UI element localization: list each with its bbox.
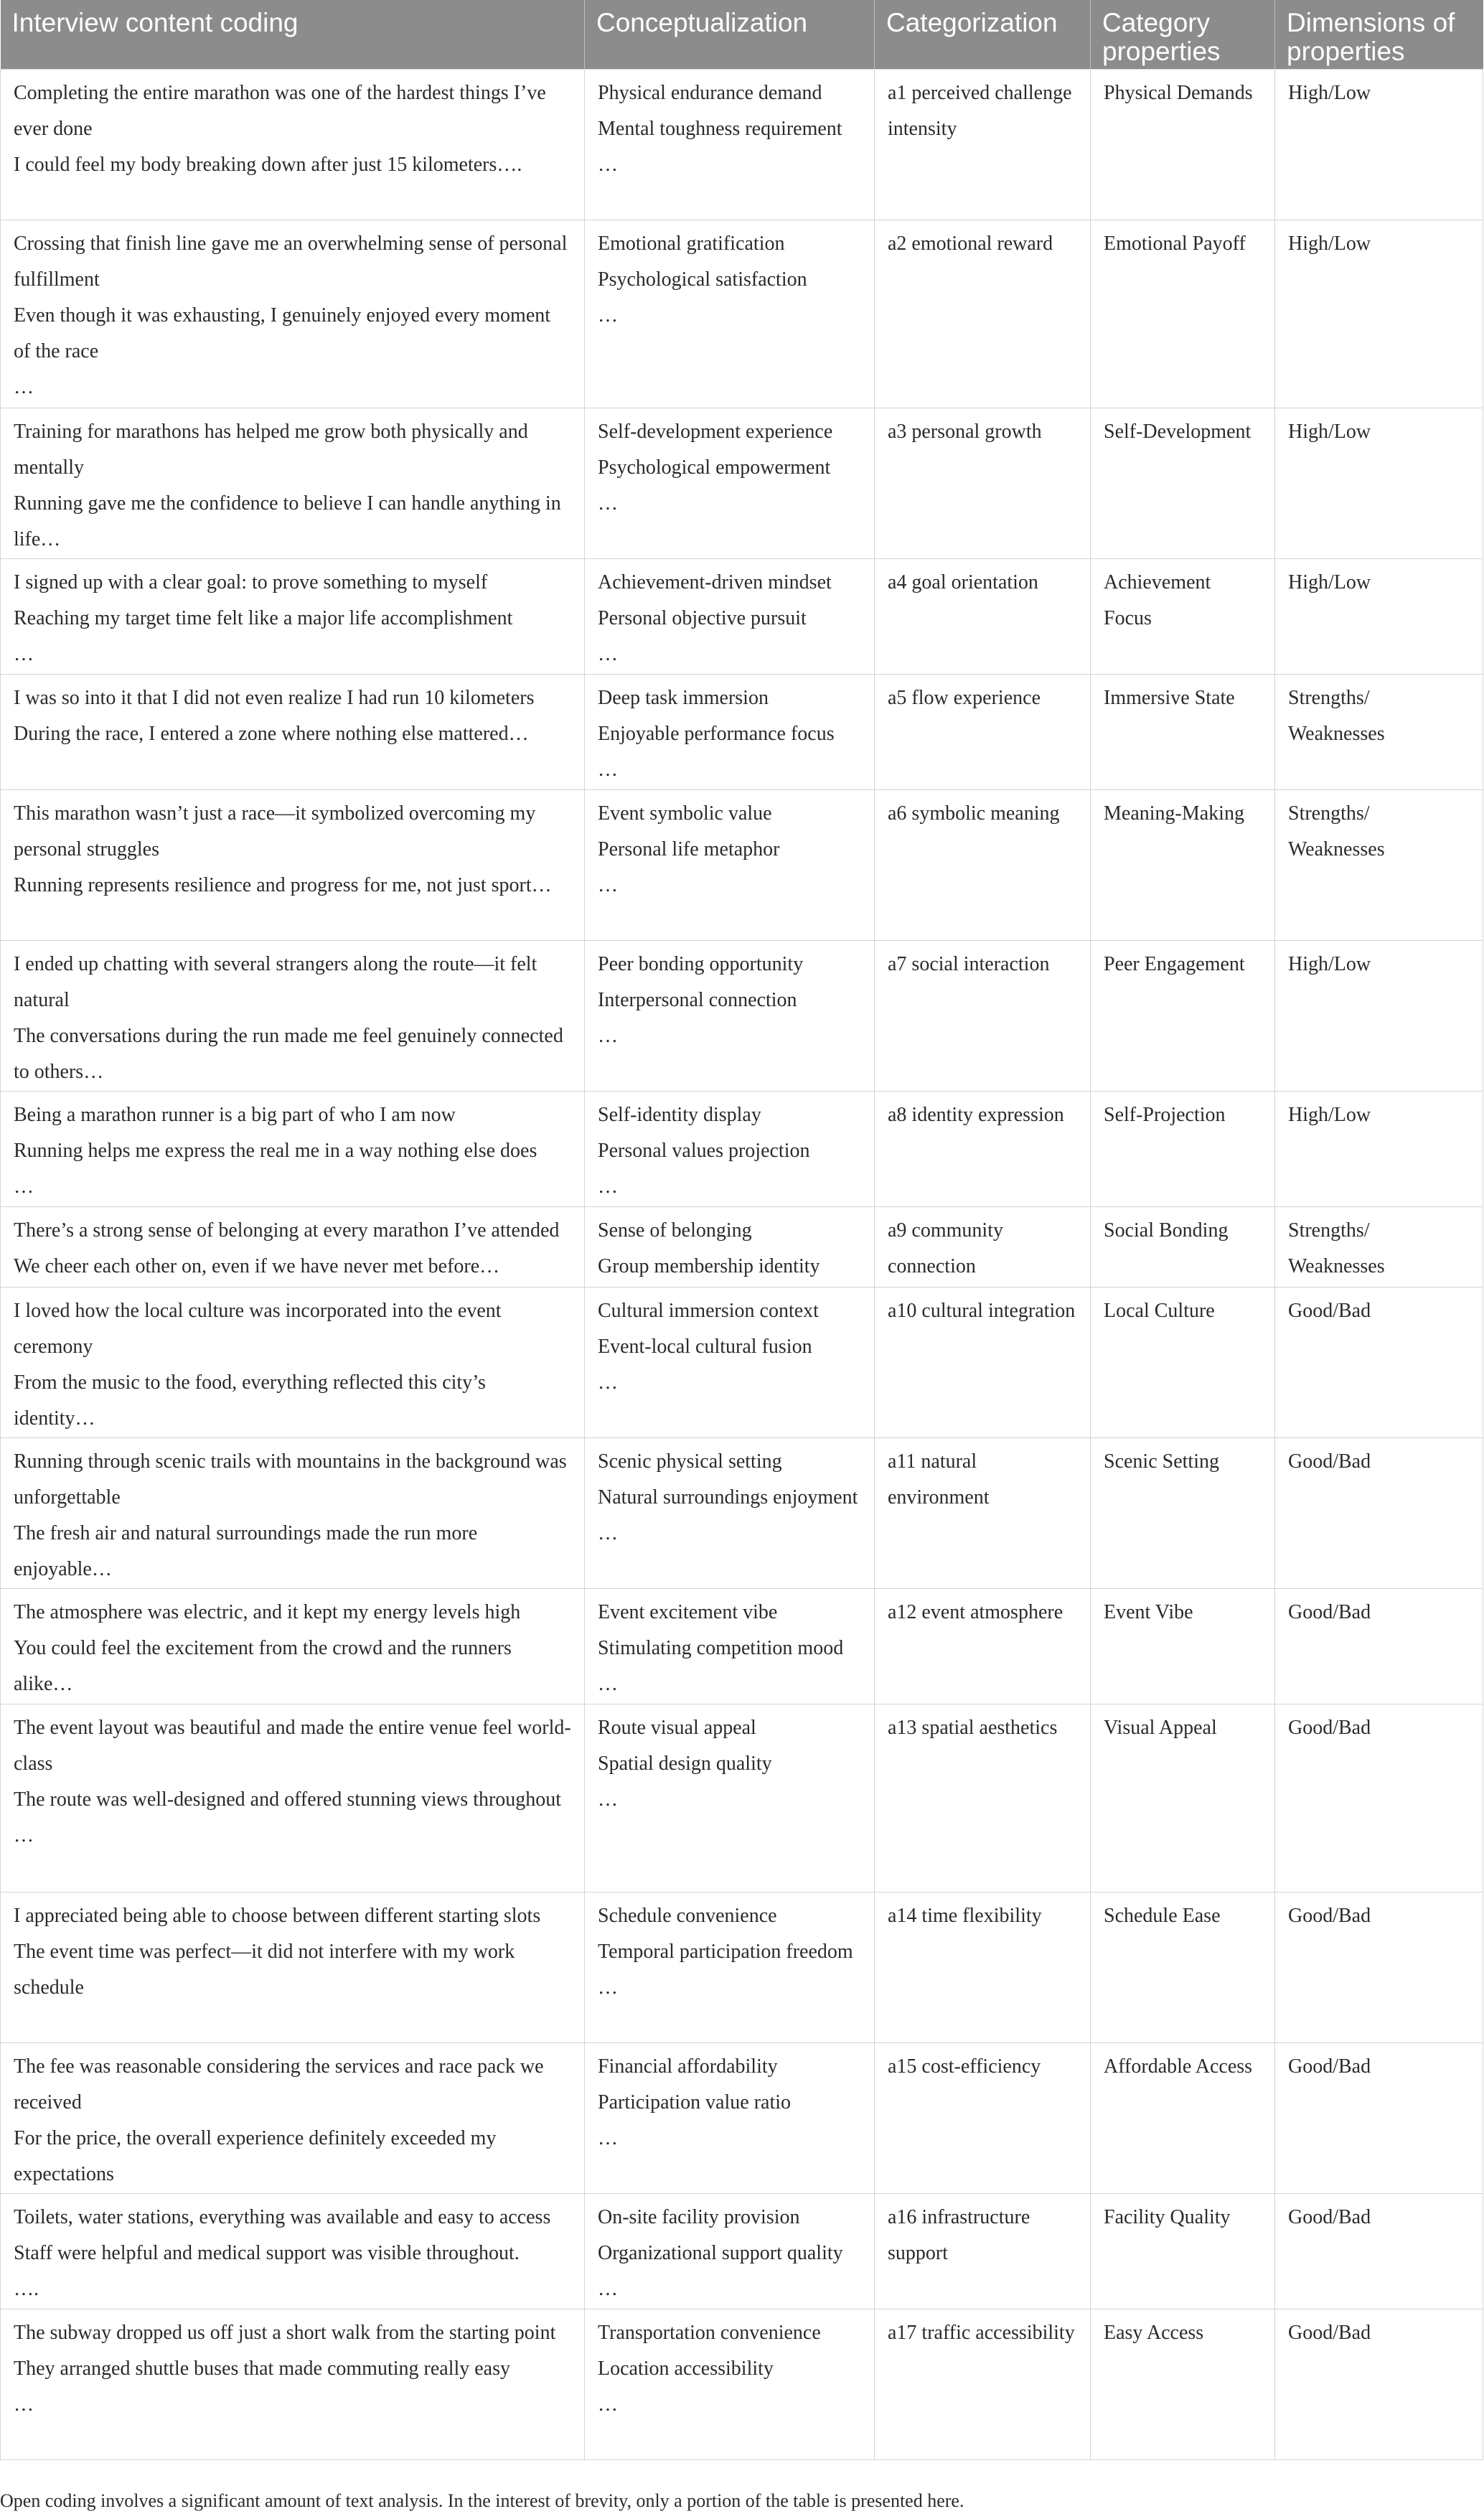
- interview-coding-cell-line: I appreciated being able to choose between different starting slots: [14, 1905, 541, 1927]
- conceptualization-cell-line: Self-identity display: [598, 1104, 761, 1126]
- interview-coding-cell: [1, 1287, 585, 1438]
- conceptualization-cell-line: Group membership identity: [598, 1255, 820, 1277]
- table-row: [1, 941, 1483, 1092]
- table-row: [1, 1589, 1483, 1704]
- table-row: [1, 408, 1483, 559]
- conceptualization-cell-line: …: [598, 2127, 618, 2149]
- conceptualization-cell-line: Mental toughness requirement: [598, 118, 842, 140]
- category-property-cell: Visual Appeal: [1091, 1704, 1275, 1892]
- categorization-cell: a13 spatial aesthetics: [875, 1704, 1091, 1892]
- conceptualization-cell: [585, 1092, 875, 1207]
- interview-coding-cell-line: I loved how the local culture was incorporated into the event ceremony: [14, 1300, 502, 1358]
- categorization-cell: a10 cultural integration: [875, 1287, 1091, 1438]
- category-property-cell: Event Vibe: [1091, 1589, 1275, 1704]
- conceptualization-cell-line: …: [598, 1371, 618, 1394]
- interview-coding-cell-line: I could feel my body breaking down after just 15 kilometers….: [14, 154, 522, 176]
- conceptualization-cell: [585, 559, 875, 675]
- conceptualization-cell-line: Stimulating competition mood: [598, 1637, 844, 1659]
- conceptualization-cell-line: Participation value ratio: [598, 2091, 792, 2114]
- categorization-cell: a11 natural environment: [875, 1438, 1091, 1589]
- category-property-cell: Meaning-Making: [1091, 790, 1275, 941]
- interview-coding-cell-line: Running helps me express the real me in a way nothing else does: [14, 1140, 537, 1162]
- conceptualization-cell: [585, 2194, 875, 2309]
- conceptualization-cell-line: Sense of belonging: [598, 1219, 752, 1242]
- conceptualization-cell-line: Personal objective pursuit: [598, 607, 807, 629]
- header-row: [1, 0, 1483, 70]
- category-property-cell: Scenic Setting: [1091, 1438, 1275, 1589]
- dimension-cell: High/Low: [1275, 408, 1483, 559]
- table-footnote: Open coding involves a significant amount of text analysis. In the interest of brevity, only a portion of the table is presented here.: [0, 2490, 964, 2511]
- interview-coding-cell: [1, 675, 585, 790]
- interview-coding-cell-line: …: [14, 643, 34, 665]
- conceptualization-cell: [585, 1704, 875, 1892]
- category-property-cell: Achievement Focus: [1091, 559, 1275, 675]
- interview-coding-cell-line: Crossing that finish line gave me an overwhelming sense of personal fulfillment: [14, 233, 568, 291]
- conceptualization-cell-line: Event symbolic value: [598, 802, 772, 825]
- conceptualization-cell: [585, 1287, 875, 1438]
- header-conceptualization: Conceptualization: [585, 0, 875, 70]
- dimension-cell: Good/Bad: [1275, 1287, 1483, 1438]
- dimension-cell: Good/Bad: [1275, 2043, 1483, 2194]
- interview-coding-cell: [1, 559, 585, 675]
- interview-coding-cell-line: I ended up chatting with several strangers along the route—it felt natural: [14, 953, 537, 1011]
- dimension-cell: Good/Bad: [1275, 2309, 1483, 2460]
- conceptualization-cell-line: Interpersonal connection: [598, 989, 797, 1011]
- conceptualization-cell: [585, 1589, 875, 1704]
- interview-coding-cell-line: Training for marathons has helped me grow both physically and mentally: [14, 421, 528, 479]
- interview-coding-cell-line: You could feel the excitement from the crowd and the runners alike…: [14, 1637, 512, 1695]
- conceptualization-cell-line: Peer bonding opportunity: [598, 953, 804, 975]
- dimension-cell: Strengths/ Weaknesses: [1275, 1207, 1483, 1287]
- interview-coding-cell-line: Running through scenic trails with mountains in the background was unforgettable: [14, 1450, 567, 1509]
- conceptualization-cell-line: …: [598, 643, 618, 665]
- conceptualization-cell: [585, 790, 875, 941]
- table-row: [1, 2194, 1483, 2309]
- conceptualization-cell: [585, 1438, 875, 1589]
- conceptualization-cell-line: …: [598, 304, 618, 327]
- header-dimensions-of-properties: Dimensions of properties: [1275, 0, 1483, 70]
- dimension-cell: High/Low: [1275, 220, 1483, 408]
- category-property-cell: Social Bonding: [1091, 1207, 1275, 1287]
- table-body: [1, 70, 1483, 2460]
- category-property-cell: Immersive State: [1091, 675, 1275, 790]
- conceptualization-cell-line: Physical endurance demand: [598, 82, 822, 104]
- interview-coding-cell-line: ….: [14, 2278, 39, 2300]
- dimension-cell: Good/Bad: [1275, 1704, 1483, 1892]
- interview-coding-cell: [1, 1438, 585, 1589]
- table-row: [1, 559, 1483, 675]
- interview-coding-cell-line: The conversations during the run made me feel genuinely connected to others…: [14, 1025, 563, 1083]
- conceptualization-cell: [585, 1207, 875, 1287]
- conceptualization-cell-line: Event excitement vibe: [598, 1601, 778, 1623]
- table-row: [1, 2043, 1483, 2194]
- conceptualization-cell-line: Achievement-driven mindset: [598, 571, 832, 594]
- categorization-cell: a9 community connection: [875, 1207, 1091, 1287]
- interview-coding-cell-line: The atmosphere was electric, and it kept my energy levels high: [14, 1601, 521, 1623]
- category-property-cell: Easy Access: [1091, 2309, 1275, 2460]
- interview-coding-cell-line: We cheer each other on, even if we have never met before…: [14, 1255, 500, 1277]
- interview-coding-cell-line: Toilets, water stations, everything was available and easy to access: [14, 2206, 551, 2228]
- header-category-properties: Category properties: [1091, 0, 1275, 70]
- interview-coding-cell-line: This marathon wasn’t just a race—it symbolized overcoming my personal struggles: [14, 802, 536, 860]
- interview-coding-cell-line: …: [14, 2393, 34, 2416]
- interview-coding-cell-line: The subway dropped us off just a short walk from the starting point: [14, 2322, 556, 2344]
- conceptualization-cell-line: Organizational support quality: [598, 2242, 843, 2264]
- conceptualization-cell-line: …: [598, 874, 618, 896]
- table-row: [1, 70, 1483, 220]
- conceptualization-cell-line: Location accessibility: [598, 2358, 774, 2380]
- dimension-cell: High/Low: [1275, 1092, 1483, 1207]
- interview-coding-cell-line: The event layout was beautiful and made the entire venue feel world-class: [14, 1717, 571, 1775]
- conceptualization-cell-line: Cultural immersion context: [598, 1300, 819, 1322]
- interview-coding-cell: [1, 1092, 585, 1207]
- categorization-cell: a16 infrastructure support: [875, 2194, 1091, 2309]
- dimension-cell: Strengths/ Weaknesses: [1275, 675, 1483, 790]
- dimension-cell: Good/Bad: [1275, 1438, 1483, 1589]
- conceptualization-cell: [585, 675, 875, 790]
- categorization-cell: a3 personal growth: [875, 408, 1091, 559]
- conceptualization-cell-line: …: [598, 1976, 618, 1999]
- category-property-cell: Physical Demands: [1091, 70, 1275, 220]
- conceptualization-cell: [585, 408, 875, 559]
- conceptualization-cell-line: Schedule convenience: [598, 1905, 777, 1927]
- conceptualization-cell: [585, 2043, 875, 2194]
- interview-coding-cell: [1, 2309, 585, 2460]
- interview-coding-cell-line: There’s a strong sense of belonging at every marathon I’ve attended: [14, 1219, 560, 1242]
- conceptualization-cell-line: Spatial design quality: [598, 1753, 772, 1775]
- table-header: [1, 0, 1483, 70]
- conceptualization-cell-line: Route visual appeal: [598, 1717, 756, 1739]
- conceptualization-cell-line: Event-local cultural fusion: [598, 1336, 812, 1358]
- categorization-cell: a17 traffic accessibility: [875, 2309, 1091, 2460]
- interview-coding-cell-line: …: [14, 376, 34, 398]
- interview-coding-cell-line: The route was well-designed and offered stunning views throughout: [14, 1788, 562, 1811]
- table-row: [1, 1892, 1483, 2043]
- interview-coding-cell: [1, 220, 585, 408]
- conceptualization-cell-line: …: [598, 1673, 618, 1695]
- interview-coding-cell-line: The fee was reasonable considering the services and race pack we received: [14, 2055, 544, 2114]
- categorization-cell: a12 event atmosphere: [875, 1589, 1091, 1704]
- interview-coding-cell-line: Being a marathon runner is a big part of who I am now: [14, 1104, 456, 1126]
- conceptualization-cell-line: …: [598, 759, 618, 781]
- interview-coding-cell-line: The fresh air and natural surroundings made the run more enjoyable…: [14, 1522, 478, 1580]
- category-property-cell: Affordable Access: [1091, 2043, 1275, 2194]
- table-row: [1, 1207, 1483, 1287]
- conceptualization-cell: [585, 941, 875, 1092]
- conceptualization-cell-line: Personal life metaphor: [598, 838, 780, 860]
- conceptualization-cell-line: Psychological satisfaction: [598, 268, 807, 291]
- interview-coding-cell-line: I signed up with a clear goal: to prove something to myself: [14, 571, 488, 594]
- conceptualization-cell-line: …: [598, 1522, 618, 1544]
- categorization-cell: a15 cost-efficiency: [875, 2043, 1091, 2194]
- interview-coding-cell-line: From the music to the food, everything reflected this city’s identity…: [14, 1371, 486, 1430]
- dimension-cell: Good/Bad: [1275, 2194, 1483, 2309]
- category-property-cell: Local Culture: [1091, 1287, 1275, 1438]
- dimension-cell: Strengths/ Weaknesses: [1275, 790, 1483, 941]
- interview-coding-cell-line: Running gave me the confidence to believe I can handle anything in life…: [14, 492, 561, 550]
- interview-coding-cell-line: For the price, the overall experience definitely exceeded my expectations: [14, 2127, 497, 2185]
- interview-coding-cell: [1, 941, 585, 1092]
- table-row: [1, 675, 1483, 790]
- conceptualization-cell-line: Emotional gratification: [598, 233, 785, 255]
- categorization-cell: a1 perceived challenge intensity: [875, 70, 1091, 220]
- interview-coding-cell: [1, 1704, 585, 1892]
- conceptualization-cell-line: Temporal participation freedom: [598, 1941, 853, 1963]
- conceptualization-cell-line: Enjoyable performance focus: [598, 723, 835, 745]
- dimension-cell: High/Low: [1275, 559, 1483, 675]
- interview-coding-cell-line: Completing the entire marathon was one of the hardest things I’ve ever done: [14, 82, 546, 140]
- interview-coding-cell: [1, 1892, 585, 2043]
- conceptualization-cell-line: Transportation convenience: [598, 2322, 821, 2344]
- interview-coding-cell-line: Staff were helpful and medical support was visible throughout.: [14, 2242, 520, 2264]
- dimension-cell: High/Low: [1275, 70, 1483, 220]
- categorization-cell: a2 emotional reward: [875, 220, 1091, 408]
- dimension-cell: Good/Bad: [1275, 1892, 1483, 2043]
- conceptualization-cell-line: …: [598, 1025, 618, 1047]
- table-row: [1, 1092, 1483, 1207]
- conceptualization-cell-line: Psychological empowerment: [598, 456, 831, 479]
- conceptualization-cell-line: Scenic physical setting: [598, 1450, 782, 1473]
- interview-coding-cell-line: …: [14, 1824, 34, 1847]
- header-interview-content-coding: Interview content coding: [1, 0, 585, 70]
- table-row: [1, 220, 1483, 408]
- table-row: [1, 1287, 1483, 1438]
- interview-coding-cell-line: …: [14, 1176, 34, 1198]
- dimension-cell: Good/Bad: [1275, 1589, 1483, 1704]
- categorization-cell: a6 symbolic meaning: [875, 790, 1091, 941]
- interview-coding-cell: [1, 2043, 585, 2194]
- conceptualization-cell-line: Personal values projection: [598, 1140, 810, 1162]
- conceptualization-cell: [585, 70, 875, 220]
- conceptualization-cell-line: …: [598, 2278, 618, 2300]
- conceptualization-cell: [585, 2309, 875, 2460]
- conceptualization-cell-line: …: [598, 492, 618, 515]
- table-row: [1, 790, 1483, 941]
- categorization-cell: a7 social interaction: [875, 941, 1091, 1092]
- conceptualization-cell: [585, 1892, 875, 2043]
- table-row: [1, 1704, 1483, 1892]
- conceptualization-cell-line: Deep task immersion: [598, 687, 769, 709]
- conceptualization-cell-line: Natural surroundings enjoyment: [598, 1486, 858, 1509]
- interview-coding-cell-line: They arranged shuttle buses that made commuting really easy: [14, 2358, 511, 2380]
- dimension-cell: High/Low: [1275, 941, 1483, 1092]
- conceptualization-cell-line: …: [598, 154, 618, 176]
- categorization-cell: a14 time flexibility: [875, 1892, 1091, 2043]
- conceptualization-cell-line: …: [598, 2393, 618, 2416]
- categorization-cell: a4 goal orientation: [875, 559, 1091, 675]
- conceptualization-cell-line: On-site facility provision: [598, 2206, 800, 2228]
- interview-coding-cell-line: Running represents resilience and progress for me, not just sport…: [14, 874, 552, 896]
- category-property-cell: Peer Engagement: [1091, 941, 1275, 1092]
- conceptualization-cell-line: …: [598, 1788, 618, 1811]
- interview-coding-cell-line: Reaching my target time felt like a major life accomplishment: [14, 607, 513, 629]
- interview-coding-cell: [1, 408, 585, 559]
- category-property-cell: Schedule Ease: [1091, 1892, 1275, 2043]
- category-property-cell: Self-Development: [1091, 408, 1275, 559]
- interview-coding-cell-line: I was so into it that I did not even realize I had run 10 kilometers: [14, 687, 535, 709]
- conceptualization-cell-line: …: [598, 1176, 618, 1198]
- interview-coding-cell: [1, 790, 585, 941]
- table-row: [1, 2309, 1483, 2460]
- category-property-cell: Emotional Payoff: [1091, 220, 1275, 408]
- table-row: [1, 1438, 1483, 1589]
- categorization-cell: a8 identity expression: [875, 1092, 1091, 1207]
- interview-coding-cell-line: During the race, I entered a zone where nothing else mattered…: [14, 723, 529, 745]
- interview-coding-cell-line: Even though it was exhausting, I genuinely enjoyed every moment of the race: [14, 304, 551, 362]
- categorization-cell: a5 flow experience: [875, 675, 1091, 790]
- category-property-cell: Facility Quality: [1091, 2194, 1275, 2309]
- conceptualization-cell: [585, 220, 875, 408]
- interview-coding-cell-line: The event time was perfect—it did not interfere with my work schedule: [14, 1941, 515, 1999]
- interview-coding-cell: [1, 70, 585, 220]
- category-property-cell: Self-Projection: [1091, 1092, 1275, 1207]
- conceptualization-cell-line: Self-development experience: [598, 421, 833, 443]
- interview-coding-cell: [1, 1207, 585, 1287]
- header-categorization: Categorization: [875, 0, 1091, 70]
- interview-coding-cell: [1, 1589, 585, 1704]
- interview-coding-cell: [1, 2194, 585, 2309]
- conceptualization-cell-line: Financial affordability: [598, 2055, 778, 2078]
